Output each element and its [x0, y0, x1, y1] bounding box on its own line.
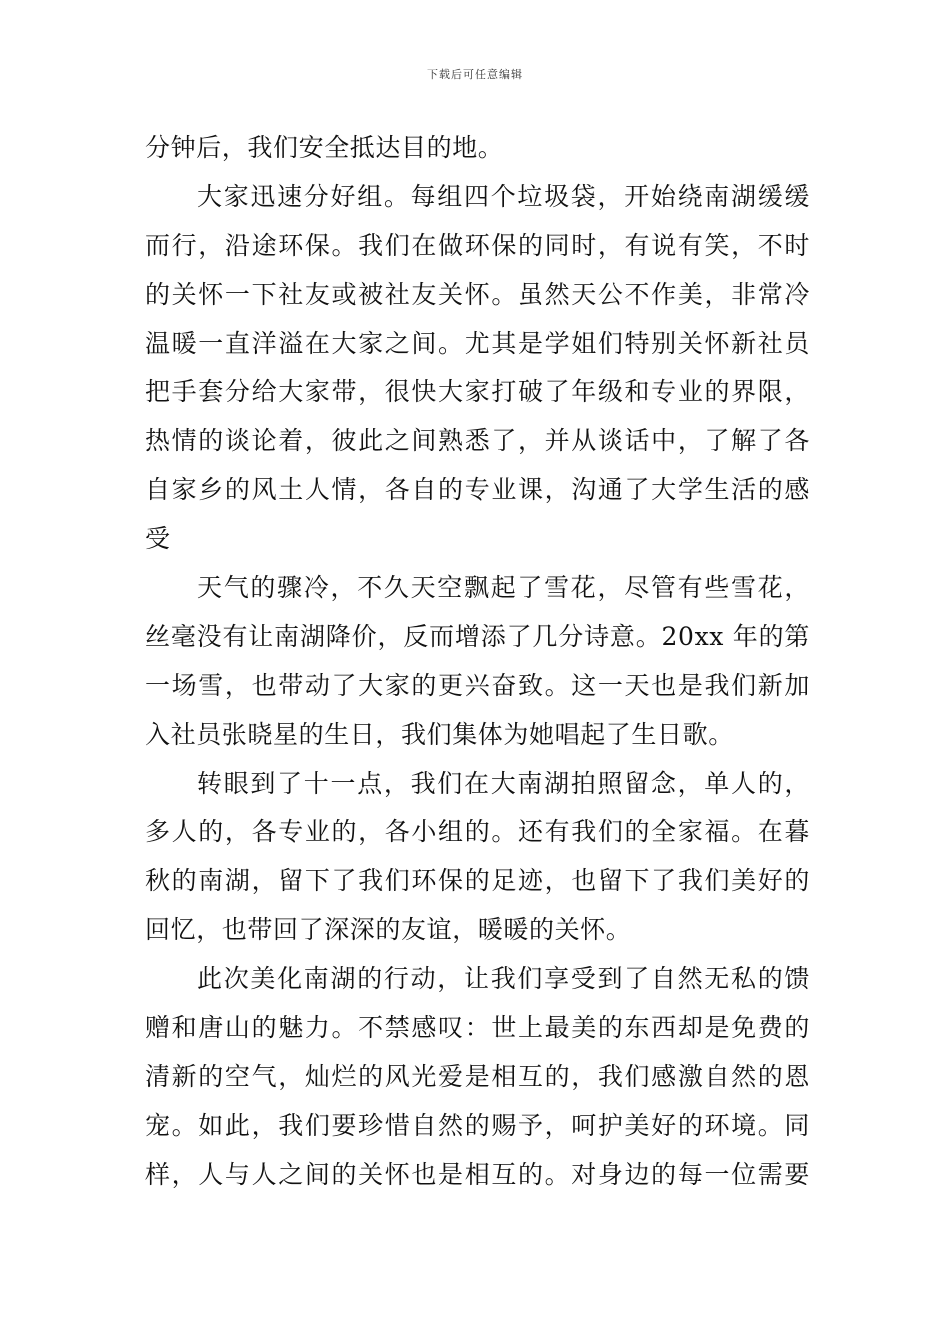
- text-line: 样，人与人之间的关怀也是相互的。对身边的每一位需要: [145, 1159, 810, 1189]
- page-header: 下载后可任意编辑: [427, 68, 523, 81]
- document-body: [145, 124, 810, 1200]
- text-line: 受: [145, 524, 171, 554]
- text-line: 秋的南湖，留下了我们环保的足迹，也留下了我们美好的: [145, 866, 810, 896]
- text-line: 丝毫没有让南湖降价，反而增添了几分诗意。20xx 年的第: [145, 621, 810, 651]
- text-line: 的关怀一下社友或被社友关怀。虽然天公不作美，非常冷: [145, 279, 810, 309]
- text-line: 温暖一直洋溢在大家之间。尤其是学姐们特别关怀新社员: [145, 328, 810, 358]
- text-line: 入社员张晓星的生日，我们集体为她唱起了生日歌。: [145, 719, 734, 749]
- text-line: 此次美化南湖的行动，让我们享受到了自然无私的馈: [197, 964, 810, 994]
- text-line: 自家乡的风土人情，各自的专业课，沟通了大学生活的感: [145, 475, 810, 505]
- text-line: 热情的谈论着，彼此之间熟悉了，并从谈话中，了解了各: [145, 426, 810, 456]
- text-line: 清新的空气，灿烂的风光爱是相互的，我们感激自然的恩: [145, 1061, 810, 1091]
- text-line: 而行，沿途环保。我们在做环保的同时，有说有笑，不时: [145, 230, 810, 260]
- text-line: 大家迅速分好组。每组四个垃圾袋，开始绕南湖缓缓: [197, 181, 810, 211]
- text-line: 宠。如此，我们要珍惜自然的赐予，呵护美好的环境。同: [145, 1110, 810, 1140]
- text-line: 赠和唐山的魅力。不禁感叹：世上最美的东西却是免费的: [145, 1013, 810, 1043]
- text-line: 转眼到了十一点，我们在大南湖拍照留念，单人的，: [197, 768, 810, 798]
- text-line: 回忆，也带回了深深的友谊，暖暖的关怀。: [145, 915, 632, 945]
- text-line: 一场雪，也带动了大家的更兴奋致。这一天也是我们新加: [145, 670, 810, 700]
- text-line: 多人的，各专业的，各小组的。还有我们的全家福。在暮: [145, 817, 810, 847]
- text-line: 分钟后，我们安全抵达目的地。: [145, 133, 504, 162]
- text-line: 天气的骤冷，不久天空飘起了雪花，尽管有些雪花，: [197, 573, 810, 603]
- text-line: 把手套分给大家带，很快大家打破了年级和专业的界限，: [145, 377, 810, 407]
